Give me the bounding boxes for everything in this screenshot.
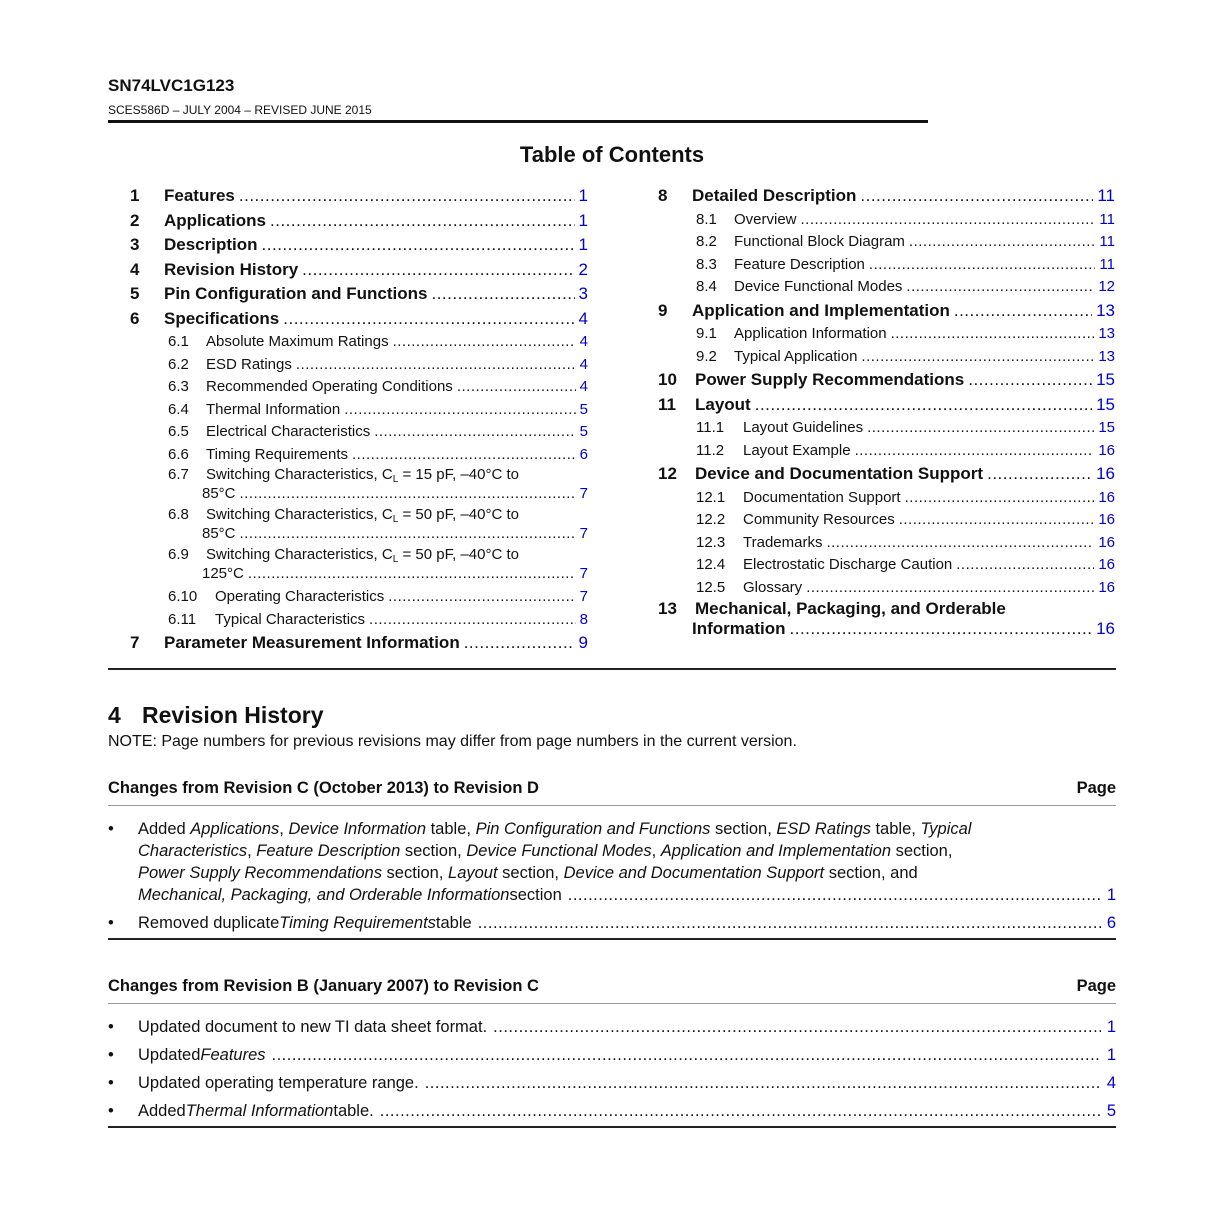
toc-number: 9.1	[696, 325, 717, 342]
toc-entry-title: Operating Characteristics	[215, 588, 385, 605]
toc-entry-title-cont: Information	[692, 619, 786, 638]
leader-dots	[493, 1016, 1101, 1038]
toc-number: 6.11	[168, 610, 197, 628]
leader-dots	[272, 1044, 1101, 1066]
toc-entry-title: ESD Ratings	[206, 355, 292, 373]
toc-entry-title: Power Supply Recommendations	[695, 370, 965, 389]
italic-ref: Device Information	[288, 820, 427, 838]
toc-entry-title: Electrostatic Discharge Caution	[743, 556, 953, 573]
leader-dots	[374, 421, 575, 444]
toc-number: 6.8	[168, 506, 189, 523]
italic-ref: Power Supply Recommendations	[138, 864, 382, 882]
text: Updated operating temperature range.	[138, 1074, 419, 1092]
italic-ref: Application and Implementation	[660, 842, 891, 860]
toc-page-link[interactable]: 11	[1099, 210, 1115, 228]
text: table,	[870, 820, 921, 838]
toc-entry-title: Features	[164, 186, 235, 205]
leader-dots	[855, 440, 1095, 463]
toc-number: 6.10	[168, 588, 198, 605]
toc-number: 11.1	[696, 419, 725, 436]
toc-entry-title: Specifications	[164, 308, 280, 328]
toc-entry-title: Overview	[734, 210, 797, 228]
leader-dots	[891, 323, 1095, 346]
toc-entry-title: Documentation Support	[743, 488, 901, 506]
toc-page-link[interactable]: 7	[579, 485, 588, 502]
toc-page-link[interactable]: 4	[579, 378, 588, 395]
toc-entry-title: Application and Implementation	[692, 300, 950, 320]
toc-entry-title: Switching Characteristics, C	[206, 506, 393, 523]
toc-entry-title: Layout Guidelines	[743, 419, 864, 436]
toc-subentry[interactable]	[658, 554, 1115, 577]
toc-number: 6.4	[168, 400, 189, 418]
toc-number: 12.3	[696, 533, 726, 551]
toc-entry[interactable]	[658, 184, 1115, 209]
text: Updated	[138, 1046, 201, 1064]
toc-entry[interactable]	[130, 631, 588, 656]
leader-dots	[352, 444, 576, 467]
italic-ref: ESD Ratings	[776, 820, 871, 838]
toc-page-link[interactable]: 4	[578, 308, 588, 328]
italic-ref: Device Functional Modes	[466, 842, 652, 860]
changes-heading-text: Changes from Revision B (January 2007) to Revision C	[108, 977, 539, 995]
leader-dots	[388, 586, 575, 609]
toc-page-link[interactable]: 5	[579, 423, 588, 440]
toc-subentry[interactable]	[130, 331, 588, 354]
toc-entry[interactable]	[658, 599, 1115, 641]
toc-subentry[interactable]	[658, 209, 1115, 232]
toc-subentry[interactable]	[130, 376, 588, 399]
italic-ref: Pin Configuration and Functions	[475, 820, 711, 838]
change-item	[108, 1044, 1116, 1066]
toc-number: 6.9	[168, 546, 189, 563]
toc-number: 3	[130, 235, 140, 254]
toc-entry-title: Electrical Characteristics	[206, 423, 371, 440]
changes-heading-text: Changes from Revision C (October 2013) to Revision D	[108, 779, 539, 797]
change-page-link[interactable]: 1	[1106, 1018, 1116, 1036]
bullet: •	[108, 1046, 114, 1064]
toc-entry-title: Mechanical, Packaging, and Orderable	[695, 599, 1006, 618]
italic-ref: Timing Requirements	[279, 914, 436, 932]
leader-dots	[790, 619, 1093, 639]
toc-number: 6.3	[168, 378, 189, 395]
leader-dots	[899, 509, 1095, 532]
toc-entry-title: Applications	[164, 210, 267, 230]
toc-entry[interactable]	[130, 307, 588, 332]
toc-entry-title: Description	[164, 235, 258, 254]
toc-entry-title: Functional Block Diagram	[734, 233, 905, 250]
toc-entry-title-cont: 85°C	[202, 525, 236, 542]
change-item	[108, 1072, 1116, 1094]
toc-number: 12.1	[696, 488, 726, 506]
leader-dots	[906, 276, 1094, 299]
changes-bottom-rule	[108, 938, 1116, 940]
change-item	[108, 912, 1116, 934]
toc-number: 9.2	[696, 347, 717, 365]
leader-dots	[393, 331, 576, 354]
subscript: L	[392, 474, 399, 485]
leader-dots	[826, 532, 1094, 555]
text: section,	[381, 864, 449, 882]
bullet: •	[108, 914, 114, 932]
toc-page-link[interactable]: 8	[579, 610, 588, 628]
italic-ref: Layout	[448, 864, 498, 882]
toc-entry-title: Timing Requirements	[206, 445, 348, 463]
leader-dots	[954, 299, 1092, 324]
toc-page-link[interactable]: 1	[578, 235, 588, 254]
toc-number: 8.3	[696, 255, 717, 273]
leader-dots	[240, 484, 576, 504]
toc-page-link[interactable]: 1	[578, 210, 588, 230]
toc-entry-title: Pin Configuration and Functions	[164, 284, 428, 303]
text: ,	[279, 820, 289, 838]
toc-entry-title-cont: 85°C	[202, 485, 236, 502]
text: section,	[891, 842, 953, 860]
toc-entry-title: Switching Characteristics, C	[206, 546, 393, 563]
leader-dots	[905, 487, 1095, 510]
toc-subentry[interactable]	[658, 254, 1115, 277]
toc-page-link[interactable]: 11	[1099, 255, 1115, 273]
toc-number: 12.5	[696, 578, 726, 596]
toc-entry-title: Typical Application	[734, 347, 858, 365]
toc-number: 8.2	[696, 233, 717, 250]
toc-number: 12.2	[696, 511, 726, 528]
toc-page-link[interactable]: 3	[578, 284, 588, 303]
toc-page-link[interactable]: 16	[1098, 556, 1115, 573]
leader-dots	[296, 354, 576, 377]
toc-page-link[interactable]: 12	[1098, 278, 1115, 295]
section-title: Revision History	[142, 702, 324, 728]
toc-entry-title: Recommended Operating Conditions	[206, 378, 453, 395]
toc-number: 12	[658, 464, 677, 483]
changes-bottom-rule	[108, 1126, 1116, 1128]
toc-page-link[interactable]: 16	[1096, 464, 1115, 483]
italic-ref: Characteristics	[138, 842, 248, 860]
toc-subentry[interactable]	[658, 417, 1115, 440]
subscript: L	[392, 554, 399, 565]
document-id: SN74LVC1G123	[108, 76, 235, 95]
page-column-label: Page	[1076, 977, 1116, 995]
leader-dots	[464, 631, 575, 656]
leader-dots	[478, 912, 1101, 934]
document-header	[108, 76, 928, 117]
toc-page-link[interactable]: 11	[1097, 186, 1115, 205]
header-rule	[108, 120, 928, 123]
leader-dots	[956, 554, 1094, 577]
section-number: 4	[108, 702, 121, 728]
toc-subentry[interactable]	[130, 466, 588, 506]
italic-ref: Thermal Information	[185, 1102, 334, 1120]
bullet: •	[108, 820, 114, 838]
toc-number: 6.2	[168, 355, 189, 373]
toc-page-link[interactable]: 15	[1098, 419, 1115, 436]
toc-title: Table of Contents	[519, 142, 705, 167]
toc-page-link[interactable]: 13	[1096, 300, 1115, 320]
text: ,	[651, 842, 661, 860]
toc-entry-title: Typical Characteristics	[215, 610, 366, 628]
revision-note: NOTE: Page numbers for previous revisions may differ from page numbers in the current version.	[108, 733, 797, 750]
toc-subentry[interactable]	[130, 444, 588, 467]
toc-page-link[interactable]: 4	[579, 333, 588, 350]
change-item	[108, 1016, 1116, 1038]
leader-dots	[909, 231, 1096, 254]
toc-entry-title: Feature Description	[734, 255, 865, 273]
italic-ref: Device and Documentation Support	[563, 864, 825, 882]
toc-entry-title: Device Functional Modes	[734, 278, 903, 295]
toc-subentry[interactable]	[658, 231, 1115, 254]
toc-page-link[interactable]: 1	[578, 186, 588, 205]
leader-dots	[869, 254, 1096, 277]
leader-dots	[239, 184, 575, 209]
leader-dots	[262, 233, 575, 258]
text: section, and	[824, 864, 918, 882]
bullet: •	[108, 1102, 114, 1120]
toc-page-link[interactable]: 16	[1098, 533, 1115, 551]
toc-number: 5	[130, 284, 140, 303]
text: ,	[247, 842, 257, 860]
toc-entry-title-cont: = 50 pF, –40°C to	[398, 546, 519, 563]
text: section	[509, 886, 562, 904]
toc-number: 1	[130, 186, 140, 205]
leader-dots	[867, 417, 1094, 440]
italic-ref: Typical	[920, 820, 972, 838]
toc-entry[interactable]	[658, 368, 1115, 393]
italic-ref: Features	[200, 1046, 266, 1064]
change-page-link[interactable]: 1	[1106, 1046, 1116, 1064]
change-item	[108, 818, 1116, 906]
toc-entry[interactable]	[130, 258, 588, 283]
leader-dots	[380, 1100, 1101, 1122]
leader-dots	[860, 184, 1093, 209]
toc-subentry[interactable]	[130, 586, 588, 609]
toc-number: 10	[658, 370, 677, 389]
toc-page-link[interactable]: 4	[579, 355, 588, 373]
toc-page-link[interactable]: 13	[1098, 347, 1115, 365]
leader-dots	[568, 884, 1101, 906]
toc-number: 7	[130, 633, 140, 652]
toc-number: 12.4	[696, 556, 726, 573]
toc-page-link[interactable]: 9	[578, 633, 588, 652]
toc-page-link[interactable]: 16	[1098, 511, 1115, 528]
toc-number: 11.2	[696, 441, 725, 459]
toc-entry-title: Thermal Information	[206, 400, 341, 418]
subscript: L	[392, 514, 399, 525]
toc-number: 6.5	[168, 423, 189, 440]
leader-dots	[987, 462, 1092, 487]
toc-number: 4	[130, 259, 140, 279]
toc-subentry[interactable]	[658, 577, 1115, 600]
toc-entry[interactable]	[130, 233, 588, 258]
toc-entry-title: Device and Documentation Support	[695, 464, 984, 483]
toc-number: 8.4	[696, 278, 717, 295]
change-page-link[interactable]: 6	[1106, 914, 1116, 932]
toc-page-link[interactable]: 7	[579, 525, 588, 542]
toc-page-link[interactable]: 13	[1098, 325, 1115, 342]
toc-subentry[interactable]	[658, 346, 1115, 369]
leader-dots	[344, 399, 575, 422]
toc-subentry[interactable]	[658, 276, 1115, 299]
toc-page-link[interactable]: 16	[1096, 619, 1115, 638]
toc-entry-title: Glossary	[743, 578, 803, 596]
toc-entry-title: Parameter Measurement Information	[164, 633, 460, 652]
toc-number: 8	[658, 186, 668, 205]
toc-left-column	[130, 184, 588, 656]
change-page-link[interactable]: 5	[1106, 1102, 1116, 1120]
text: section,	[497, 864, 564, 882]
leader-dots	[801, 209, 1096, 232]
toc-subentry[interactable]	[130, 399, 588, 422]
toc-number: 6.1	[168, 333, 189, 350]
toc-subentry[interactable]	[658, 440, 1115, 463]
change-page-link[interactable]: 1	[1106, 886, 1116, 904]
text: section,	[400, 842, 467, 860]
toc-subentry[interactable]	[658, 509, 1115, 532]
toc-number: 9	[658, 300, 668, 320]
toc-subentry[interactable]	[658, 323, 1115, 346]
toc-number: 6	[130, 308, 140, 328]
text: table	[435, 914, 472, 932]
toc-entry-title: Community Resources	[743, 511, 895, 528]
toc-entry-title: Revision History	[164, 259, 299, 279]
changes-heading	[108, 779, 1116, 798]
toc-page-link[interactable]: 7	[579, 588, 588, 605]
toc-page-link[interactable]: 15	[1096, 370, 1115, 389]
toc-number: 6.6	[168, 445, 189, 463]
toc-entry-title: Detailed Description	[692, 186, 857, 205]
leader-dots	[248, 564, 576, 584]
text: Added	[138, 1102, 186, 1120]
text: table.	[333, 1102, 374, 1120]
toc-entry-title: Application Information	[734, 325, 887, 342]
italic-ref: Mechanical, Packaging, and Orderable Information	[138, 886, 510, 904]
text: Removed duplicate	[138, 914, 280, 932]
toc-entry-title: Layout	[695, 394, 751, 414]
toc-number: 8.1	[696, 210, 717, 228]
change-page-link[interactable]: 4	[1106, 1074, 1116, 1092]
leader-dots	[861, 346, 1094, 369]
toc-entry[interactable]	[130, 282, 588, 307]
leader-dots	[369, 609, 576, 632]
changes-heading-rule	[108, 1003, 1116, 1004]
revision-line: SCES586D – JULY 2004 – REVISED JUNE 2015	[108, 103, 372, 117]
toc-entry-title: Trademarks	[743, 533, 823, 551]
toc-entry-title: Absolute Maximum Ratings	[206, 333, 389, 350]
leader-dots	[755, 393, 1092, 418]
toc-subentry[interactable]	[130, 609, 588, 632]
italic-ref: Applications	[190, 820, 280, 838]
toc-bottom-rule	[108, 668, 1116, 670]
leader-dots	[240, 524, 576, 544]
toc-entry[interactable]	[658, 462, 1115, 487]
leader-dots	[431, 282, 574, 307]
section-heading	[108, 702, 324, 729]
changes-heading-rule	[108, 805, 1116, 806]
bullet: •	[108, 1074, 114, 1092]
toc-subentry[interactable]	[130, 354, 588, 377]
toc-subentry[interactable]	[658, 487, 1115, 510]
toc-page-link[interactable]: 6	[579, 445, 588, 463]
toc-entry[interactable]	[658, 299, 1115, 324]
text: section,	[710, 820, 777, 838]
leader-dots	[457, 376, 576, 399]
page-column-label: Page	[1076, 779, 1116, 797]
bullet: •	[108, 1018, 114, 1036]
toc-subentry[interactable]	[658, 532, 1115, 555]
toc-entry-title-cont: = 50 pF, –40°C to	[398, 506, 519, 523]
toc-entry[interactable]	[658, 393, 1115, 418]
toc-entry-title-cont: = 15 pF, –40°C to	[398, 466, 519, 483]
toc-entry[interactable]	[130, 184, 588, 209]
toc-number: 13	[658, 599, 677, 618]
toc-number: 2	[130, 210, 140, 230]
leader-dots	[806, 577, 1094, 600]
text: Added	[138, 820, 191, 838]
toc-subentry[interactable]	[130, 421, 588, 444]
text: table,	[426, 820, 476, 838]
toc-page-link[interactable]: 5	[579, 400, 588, 418]
toc-page-link[interactable]: 7	[579, 565, 588, 582]
toc-page-link[interactable]: 15	[1096, 394, 1115, 414]
toc-page-link[interactable]: 16	[1098, 488, 1115, 506]
leader-dots	[425, 1072, 1101, 1094]
italic-ref: Feature Description	[256, 842, 401, 860]
toc-subentry[interactable]	[130, 546, 588, 586]
changes-heading	[108, 977, 1116, 996]
text: Updated document to new TI data sheet format.	[138, 1018, 488, 1036]
toc-page-link[interactable]: 16	[1098, 578, 1115, 596]
toc-page-link[interactable]: 16	[1098, 441, 1115, 459]
toc-page-link[interactable]: 2	[578, 259, 588, 279]
change-item	[108, 1100, 1116, 1122]
leader-dots	[283, 307, 574, 332]
leader-dots	[968, 368, 1092, 393]
leader-dots	[302, 258, 574, 283]
toc-entry[interactable]	[130, 209, 588, 234]
toc-right-column	[658, 184, 1115, 641]
toc-entry-title: Layout Example	[743, 441, 851, 459]
toc-number: 11	[658, 394, 676, 414]
toc-subentry[interactable]	[130, 506, 588, 546]
toc-entry-title: Switching Characteristics, C	[206, 466, 393, 483]
leader-dots	[270, 209, 575, 234]
toc-number: 6.7	[168, 466, 189, 483]
toc-entry-title-cont: 125°C	[202, 565, 244, 582]
toc-page-link[interactable]: 11	[1099, 233, 1115, 250]
